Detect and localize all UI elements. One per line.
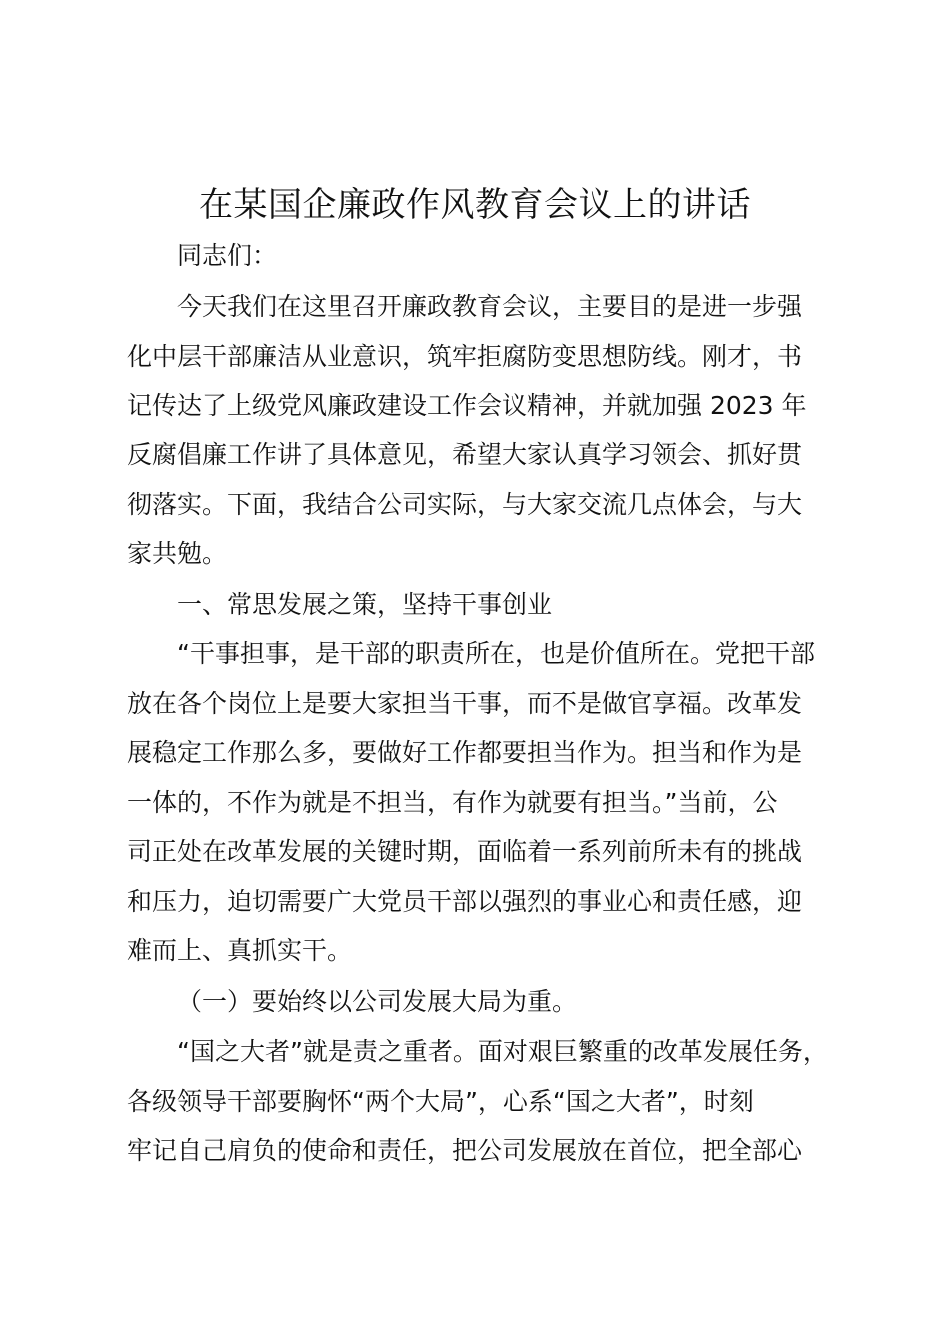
paragraph-line: 化中层干部廉洁从业意识，筑牢拒腐防变思想防线。刚才，书 xyxy=(127,342,803,371)
paragraph-line: 难而上、真抓实干。 xyxy=(127,936,353,965)
paragraph-line: 展稳定工作那么多，要做好工作都要担当作为。担当和作为是 xyxy=(127,738,803,767)
paragraph-line: 彻落实。下面，我结合公司实际，与大家交流几点体会，与大 xyxy=(127,490,803,519)
subsection-heading: （一）要始终以公司发展大局为重。 xyxy=(177,987,578,1016)
paragraph-line: 司正处在改革发展的关键时期，面临着一系列前所未有的挑战 xyxy=(127,837,803,866)
paragraph-line: 记传达了上级党风廉政建设工作会议精神，并就加强 2023 年 xyxy=(127,391,807,420)
paragraph-line: 今天我们在这里召开廉政教育会议，主要目的是进一步强 xyxy=(177,292,803,321)
paragraph-line: 家共勉。 xyxy=(127,539,228,568)
paragraph-line: 各级领导干部要胸怀“两个大局”，心系“国之大者”，时刻 xyxy=(127,1087,754,1116)
paragraph-line: 牢记自己肩负的使命和责任，把公司发展放在首位，把全部心 xyxy=(127,1136,803,1165)
paragraph-line: 放在各个岗位上是要大家担当干事，而不是做官享福。改革发 xyxy=(127,689,803,718)
paragraph-line: “国之大者”就是责之重者。面对艰巨繁重的改革发展任务， xyxy=(177,1037,828,1066)
paragraph-line: 一体的，不作为就是不担当，有作为就要有担当。”当前，公 xyxy=(127,788,778,817)
paragraph-line: 和压力，迫切需要广大党员干部以强烈的事业心和责任感，迎 xyxy=(127,887,803,916)
paragraph-line: “干事担事，是干部的职责所在，也是价值所在。党把干部 xyxy=(177,639,815,668)
salutation: 同志们： xyxy=(177,241,278,270)
section-heading: 一、常思发展之策，坚持干事创业 xyxy=(177,590,553,619)
document-title: 在某国企廉政作风教育会议上的讲话 xyxy=(199,185,751,225)
paragraph-line: 反腐倡廉工作讲了具体意见，希望大家认真学习领会、抓好贯 xyxy=(127,440,803,469)
